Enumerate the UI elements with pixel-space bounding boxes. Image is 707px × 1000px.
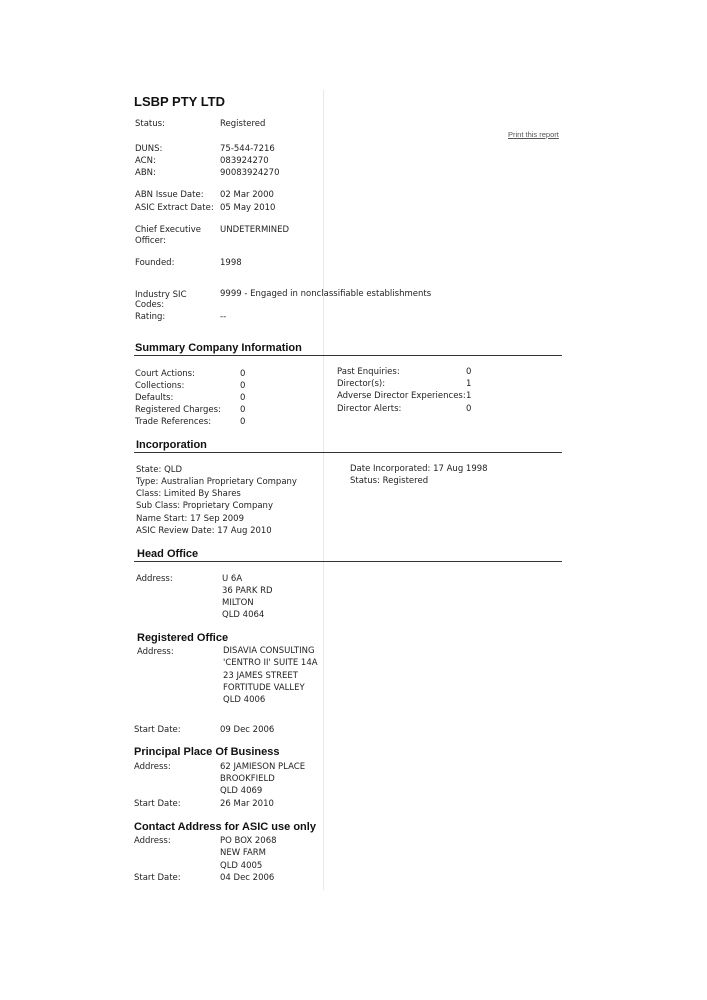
head-office-address-label: Address: xyxy=(136,574,173,584)
incorporation-status: Status: Registered xyxy=(350,476,429,486)
status-value: Registered xyxy=(220,119,266,129)
abn-issue-date-value: 02 Mar 2000 xyxy=(220,190,274,200)
past-enquiries-value: 0 xyxy=(466,367,472,377)
incorporation-date: Date Incorporated: 17 Aug 1998 xyxy=(350,464,488,474)
ceo-label: Chief Executive xyxy=(135,225,201,235)
incorporation-sub-class: Sub Class: Proprietary Company xyxy=(136,501,273,511)
registered-office-start-date-label: Start Date: xyxy=(134,725,181,735)
industry-sic-value: 9999 - Engaged in nonclassifiable establishments xyxy=(220,289,432,299)
registered-office-section-title: Registered Office xyxy=(137,632,229,644)
incorporation-name-start: Name Start: 17 Sep 2009 xyxy=(136,514,244,524)
adverse-director-label: Adverse Director Experiences: xyxy=(337,391,466,401)
directors-label: Director(s): xyxy=(337,379,386,389)
industry-sic-label-line2: Codes: xyxy=(135,300,165,310)
directors-value: 1 xyxy=(466,379,472,389)
principal-place-address-line: QLD 4069 xyxy=(220,786,263,796)
head-office-section-title: Head Office xyxy=(137,548,199,560)
collections-label: Collections: xyxy=(135,381,185,391)
registered-office-address-line: DISAVIA CONSULTING xyxy=(223,646,315,656)
principal-place-address-label: Address: xyxy=(134,762,171,772)
trade-references-label: Trade References: xyxy=(135,417,212,427)
defaults-value: 0 xyxy=(240,393,246,403)
column-divider xyxy=(323,90,324,890)
past-enquiries-label: Past Enquiries: xyxy=(337,367,400,377)
abn-issue-date-label: ABN Issue Date: xyxy=(135,190,204,200)
registered-office-address-line: QLD 4006 xyxy=(223,695,266,705)
director-alerts-value: 0 xyxy=(466,404,472,414)
industry-sic-label: Industry SIC xyxy=(135,290,187,300)
duns-value: 75-544-7216 xyxy=(220,144,275,154)
rating-label: Rating: xyxy=(135,312,166,322)
acn-label: ACN: xyxy=(135,156,156,166)
founded-value: 1998 xyxy=(220,258,242,268)
registered-charges-label: Registered Charges: xyxy=(135,405,221,415)
rating-value: -- xyxy=(220,312,227,322)
principal-place-start-date-label: Start Date: xyxy=(134,799,181,809)
ceo-value: UNDETERMINED xyxy=(220,225,290,235)
trade-references-value: 0 xyxy=(240,417,246,427)
asic-extract-date-label: ASIC Extract Date: xyxy=(135,203,214,213)
director-alerts-label: Director Alerts: xyxy=(337,404,402,414)
asic-extract-date-value: 05 May 2010 xyxy=(220,203,276,213)
principal-place-address-line: BROOKFIELD xyxy=(220,774,275,784)
incorporation-class: Class: Limited By Shares xyxy=(136,489,241,499)
registered-office-address-label: Address: xyxy=(137,647,174,657)
principal-place-start-date: 26 Mar 2010 xyxy=(220,799,274,809)
court-actions-label: Court Actions: xyxy=(135,369,195,379)
head-office-address-line: U 6A xyxy=(222,574,243,584)
summary-divider xyxy=(134,355,562,356)
print-report-link[interactable]: Print this report xyxy=(508,130,559,139)
registered-office-address-line: 'CENTRO II' SUITE 14A xyxy=(223,658,318,668)
registered-charges-value: 0 xyxy=(240,405,246,415)
contact-address-start-date-label: Start Date: xyxy=(134,873,181,883)
company-name: LSBP PTY LTD xyxy=(134,94,226,109)
incorporation-divider xyxy=(134,452,562,453)
principal-place-section-title: Principal Place Of Business xyxy=(134,746,280,758)
contact-address-section-title: Contact Address for ASIC use only xyxy=(134,821,316,833)
head-office-address-line: MILTON xyxy=(222,598,254,608)
adverse-director-value: 1 xyxy=(466,391,472,401)
contact-address-line: PO BOX 2068 xyxy=(220,836,277,846)
defaults-label: Defaults: xyxy=(135,393,174,403)
status-label: Status: xyxy=(135,119,165,129)
head-office-address-line: QLD 4064 xyxy=(222,610,265,620)
registered-office-start-date: 09 Dec 2006 xyxy=(220,725,275,735)
contact-address-label: Address: xyxy=(134,836,171,846)
principal-place-address-line: 62 JAMIESON PLACE xyxy=(220,762,306,772)
court-actions-value: 0 xyxy=(240,369,246,379)
collections-value: 0 xyxy=(240,381,246,391)
head-office-divider xyxy=(134,561,562,562)
duns-label: DUNS: xyxy=(135,144,163,154)
incorporation-state: State: QLD xyxy=(136,465,183,475)
incorporation-asic-review-date: ASIC Review Date: 17 Aug 2010 xyxy=(136,526,272,536)
incorporation-section-title: Incorporation xyxy=(136,439,207,451)
abn-label: ABN: xyxy=(135,168,156,178)
incorporation-type: Type: Australian Proprietary Company xyxy=(136,477,297,487)
summary-section-title: Summary Company Information xyxy=(135,342,302,354)
registered-office-address-line: 23 JAMES STREET xyxy=(223,671,298,681)
acn-value: 083924270 xyxy=(220,156,269,166)
head-office-address-line: 36 PARK RD xyxy=(222,586,273,596)
registered-office-address-line: FORTITUDE VALLEY xyxy=(223,683,305,693)
contact-address-line: NEW FARM xyxy=(220,848,266,858)
founded-label: Founded: xyxy=(135,258,175,268)
contact-address-start-date: 04 Dec 2006 xyxy=(220,873,275,883)
ceo-label-line2: Officer: xyxy=(135,236,167,246)
abn-value: 90083924270 xyxy=(220,168,280,178)
contact-address-line: QLD 4005 xyxy=(220,861,263,871)
